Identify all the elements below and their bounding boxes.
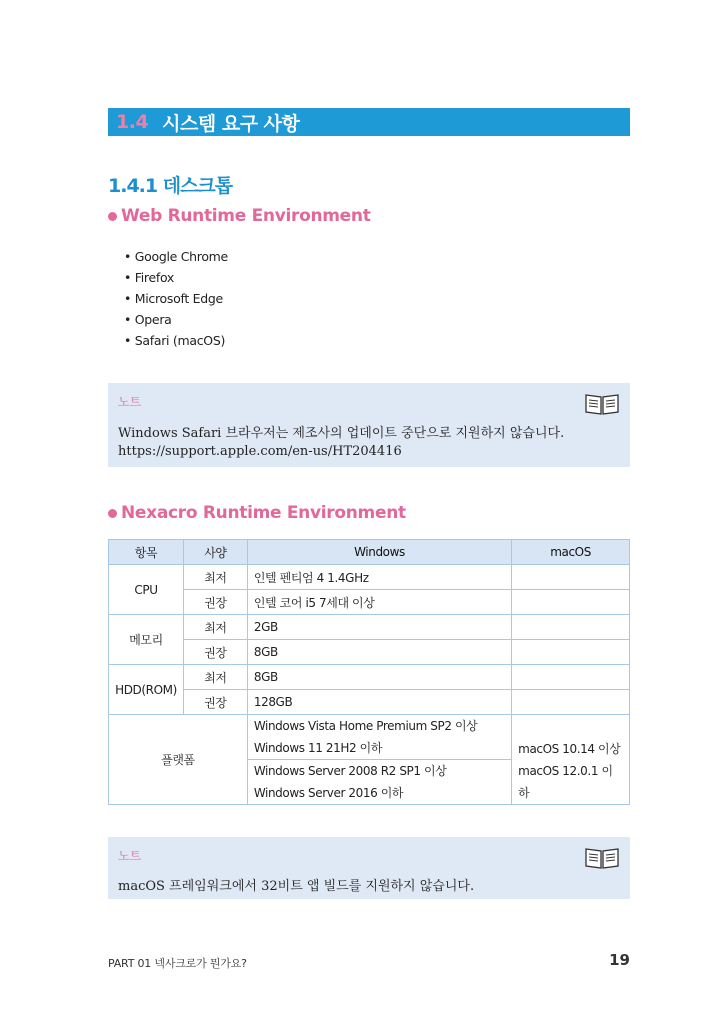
list-item: • Firefox: [124, 267, 228, 288]
table-row: [109, 690, 630, 715]
cell-macos: [512, 665, 630, 690]
windows-server-min: Windows Server 2008 R2 SP1 이상: [253, 764, 447, 778]
note-label: 노트: [118, 849, 142, 863]
list-item: • Opera: [124, 309, 228, 330]
table-row: [109, 590, 630, 615]
cell-macos: [512, 615, 630, 640]
cell-windows-server: [247, 760, 511, 805]
nexacro-runtime-heading-text: Nexacro Runtime Environment: [121, 503, 406, 523]
web-runtime-heading-text: Web Runtime Environment: [121, 206, 371, 226]
section-title: 시스템 요구 사항: [162, 112, 300, 135]
header-spec: 사양: [183, 540, 247, 565]
cell-macos: [512, 640, 630, 665]
header-windows: Windows: [247, 540, 511, 565]
note-box-macos: [108, 837, 630, 899]
bullet-dot-icon: [108, 509, 117, 518]
list-item: • Google Chrome: [124, 246, 228, 267]
nexacro-runtime-heading: [108, 503, 406, 523]
cell-windows: 인텔 코어 i5 7세대 이상: [247, 590, 511, 615]
section-header: [108, 108, 630, 136]
cell-windows: 8GB: [247, 640, 511, 665]
row-label-hdd: HDD(ROM): [109, 665, 184, 715]
cell-macos: [512, 690, 630, 715]
cell-rec: 권장: [183, 640, 247, 665]
bullet-dot-icon: [108, 212, 117, 221]
macos-max: macOS 12.0.1 이하: [518, 763, 613, 800]
header-macos: macOS: [512, 540, 630, 565]
cell-windows: 인텔 펜티엄 4 1.4GHz: [247, 565, 511, 590]
footer-part: PART 01 넥사크로가 뭔가요?: [108, 957, 247, 970]
web-runtime-heading: [108, 206, 371, 226]
windows-client-max: Windows 11 21H2 이하: [253, 741, 383, 755]
cell-min: 최저: [183, 665, 247, 690]
cell-windows: 8GB: [247, 665, 511, 690]
table-row: [109, 715, 630, 760]
book-icon: [584, 845, 620, 871]
note-text: macOS 프레임워크에서 32비트 앱 빌드를 지원하지 않습니다.: [118, 879, 475, 894]
cell-windows: 128GB: [247, 690, 511, 715]
table-row: [109, 640, 630, 665]
cell-min: 최저: [183, 615, 247, 640]
list-item: • Microsoft Edge: [124, 288, 228, 309]
note-box-safari: [108, 383, 630, 467]
note-label: 노트: [118, 395, 142, 409]
row-label-platform: 플랫폼: [109, 715, 248, 805]
row-label-memory: 메모리: [109, 615, 184, 665]
list-item: • Safari (macOS): [124, 330, 228, 351]
spec-table: [108, 539, 630, 805]
cell-windows: 2GB: [247, 615, 511, 640]
cell-min: 최저: [183, 565, 247, 590]
windows-client-min: Windows Vista Home Premium SP2 이상: [253, 719, 478, 733]
row-label-cpu: CPU: [109, 565, 184, 615]
section-number: 1.4: [116, 111, 149, 133]
book-icon: [584, 391, 620, 417]
table-row: [109, 615, 630, 640]
table-header-row: [109, 540, 630, 565]
subsection-title: 1.4.1 데스크톱: [108, 175, 233, 197]
note-text: Windows Safari 브라우저는 제조사의 업데이트 중단으로 지원하지 않습니다.: [118, 426, 565, 441]
browser-list: [124, 246, 228, 351]
page-number: 19: [609, 951, 630, 969]
table-row: [109, 565, 630, 590]
cell-macos-platform: [512, 715, 630, 805]
header-item: 항목: [109, 540, 184, 565]
cell-macos: [512, 590, 630, 615]
macos-min: macOS 10.14 이상: [518, 741, 621, 756]
cell-rec: 권장: [183, 690, 247, 715]
note-link[interactable]: https://support.apple.com/en-us/HT204416: [118, 444, 402, 459]
cell-macos: [512, 565, 630, 590]
cell-windows-client: [247, 715, 511, 760]
cell-rec: 권장: [183, 590, 247, 615]
table-row: [109, 665, 630, 690]
windows-server-max: Windows Server 2016 이하: [253, 786, 404, 800]
